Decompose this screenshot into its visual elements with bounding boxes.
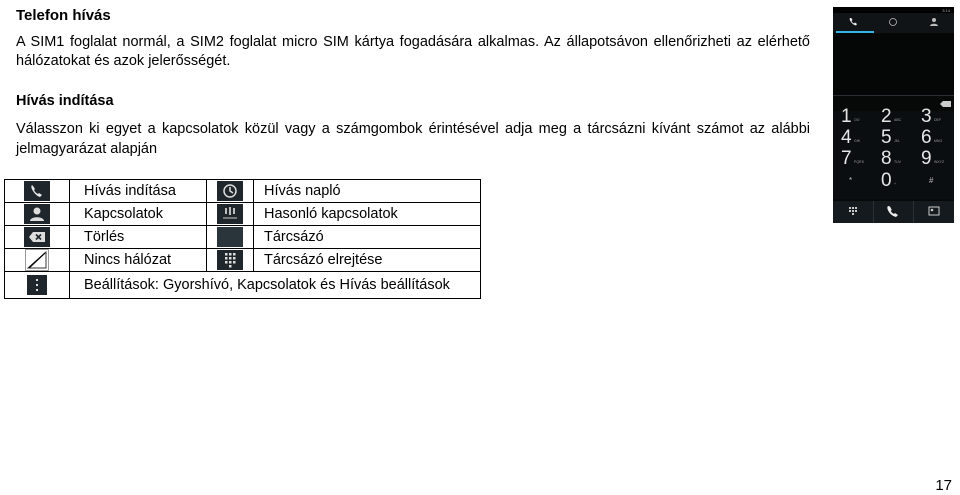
keypad-digit: 2 — [881, 106, 892, 127]
keypad-digit: 8 — [881, 148, 892, 169]
keypad-letters: GHI — [854, 139, 861, 143]
active-tab-indicator — [836, 31, 874, 33]
keypad-digit: # — [929, 176, 934, 185]
clock-icon — [217, 181, 243, 201]
section-heading: Telefon hívás — [16, 7, 111, 24]
legend-label: Nincs hálózat — [70, 249, 207, 272]
keypad-digit: * — [849, 176, 853, 185]
legend-row — [5, 272, 481, 299]
legend-label: Tárcsázó — [254, 226, 481, 249]
keypad-digit: 6 — [921, 127, 932, 148]
dialer-icon — [217, 227, 243, 247]
phone-icon — [24, 181, 50, 201]
menu-dots-icon — [27, 275, 47, 295]
legend-label: Hasonló kapcsolatok — [254, 203, 481, 226]
legend-row — [5, 203, 481, 226]
keypad-letters: + — [894, 182, 897, 186]
keypad-digit: 3 — [921, 106, 932, 127]
keypad-digit: 0 — [881, 170, 892, 191]
contacts-tab-icon — [932, 18, 936, 22]
status-time: 3:14 — [942, 8, 950, 13]
keypad-digit: 9 — [921, 148, 932, 169]
keypad-letters: TUV — [894, 160, 901, 164]
legend-label: Hívás napló — [254, 180, 481, 203]
keypad-icon — [217, 250, 243, 270]
similar-contacts-icon — [217, 204, 243, 224]
legend-label: Hívás indítása — [70, 180, 207, 203]
legend-row — [5, 180, 481, 203]
instruction-paragraph: Válasszon ki egyet a kapcsolatok közül vagy a számgombok érintésével adja meg a tárcsázni kívánt számot az alábbi jelmagyarázat alapján — [16, 121, 810, 157]
keypad-letters: ABC — [894, 118, 902, 122]
keypad-letters: WXYZ — [934, 160, 945, 164]
keypad-letters: PQRS — [854, 160, 864, 164]
keypad-letters: MNO — [934, 139, 943, 143]
keypad-letters: DEF — [934, 118, 941, 122]
phone-screen — [833, 7, 954, 223]
icon-legend-table — [4, 179, 481, 299]
legend-label: Tárcsázó elrejtése — [254, 249, 481, 272]
legend-label: Kapcsolatok — [70, 203, 207, 226]
subsection-heading: Hívás indítása — [16, 93, 114, 109]
keypad-letters: JKL — [894, 139, 901, 143]
legend-label-settings: Beállítások: Gyorshívó, Kapcsolatok és Hívás beállítások — [70, 272, 481, 299]
page-number: 17 — [935, 477, 952, 494]
keypad-letters: OO — [854, 118, 860, 122]
keypad-digit: 4 — [841, 127, 852, 148]
phone-dialer-screenshot — [833, 7, 954, 223]
keypad-digit: 5 — [881, 127, 892, 148]
backspace-icon — [940, 101, 951, 107]
keypad-digit: 7 — [841, 148, 852, 169]
no-network-icon — [25, 249, 49, 271]
legend-row — [5, 249, 481, 272]
legend-label: Törlés — [70, 226, 207, 249]
legend-row — [5, 226, 481, 249]
intro-paragraph: A SIM1 foglalat normál, a SIM2 foglalat micro SIM kártya fogadására alkalmas. Az állapotsávon ellenőrizheti az elérhető hálózatokat és azok jelerősségét. — [16, 34, 810, 69]
contacts-icon — [24, 204, 50, 224]
delete-icon — [24, 227, 50, 247]
keypad-digit: 1 — [841, 106, 852, 127]
